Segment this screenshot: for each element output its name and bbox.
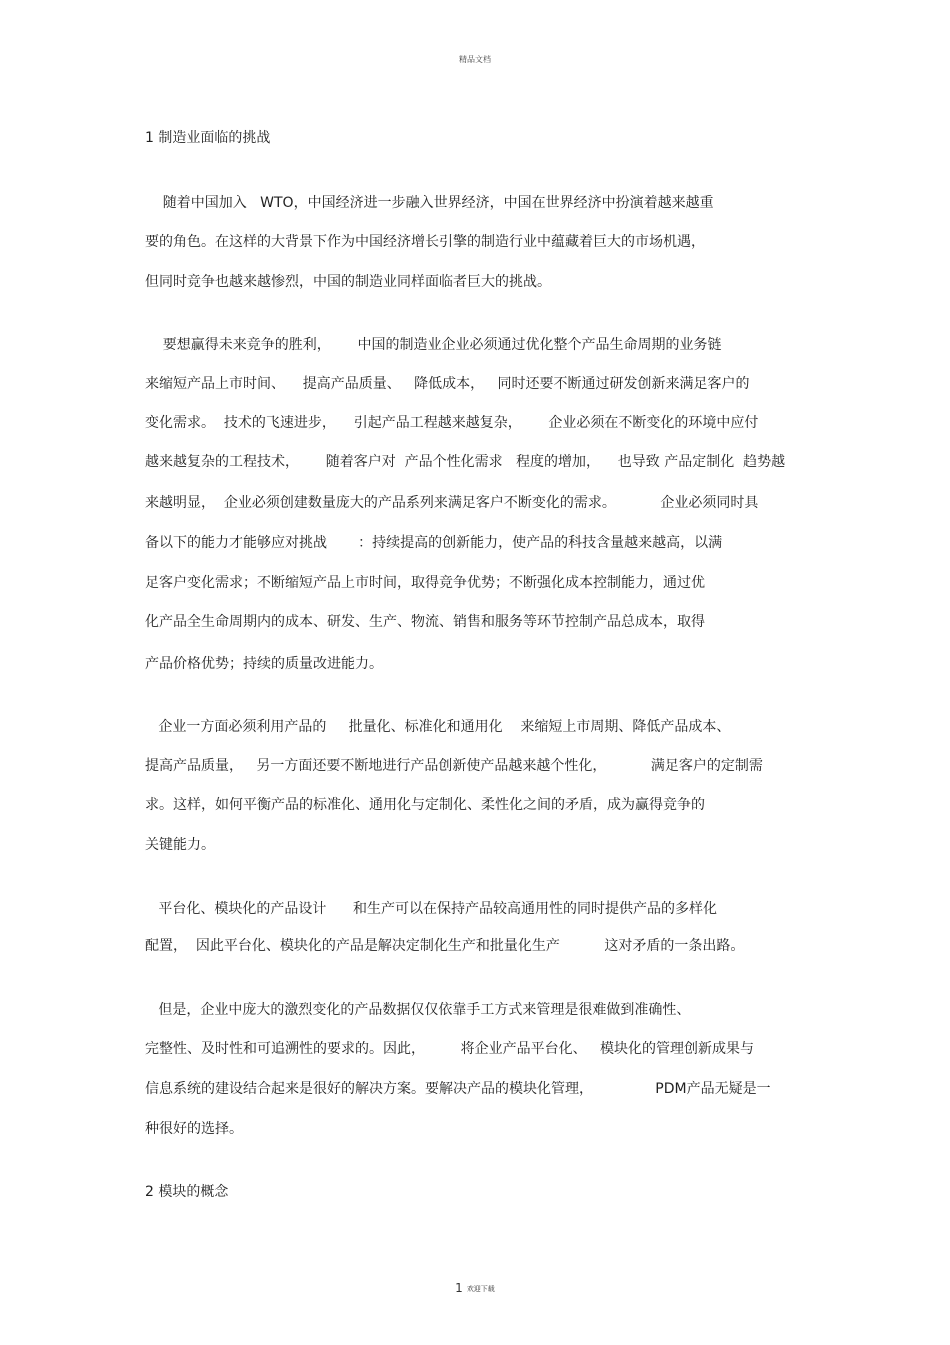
paragraph-line: 信息系统的建设结合起来是很好的解决方案。要解决产品的模块化管理， PDM产品无疑是一	[145, 1081, 771, 1097]
section-heading-2: 2 模块的概念	[145, 1184, 229, 1200]
paragraph-line: 要的角色。在这样的大背景下作为中国经济增长引擎的制造行业中蕴藏着巨大的市场机遇，	[145, 234, 705, 250]
paragraph-line: 要想赢得未来竞争的胜利， 中国的制造业企业必须通过优化整个产品生命周期的业务链	[145, 337, 722, 353]
section-heading-1: 1 制造业面临的挑战	[145, 130, 271, 146]
page-number: 1	[455, 1281, 463, 1295]
paragraph-line: 平台化、模块化的产品设计 和生产可以在保持产品较高通用性的同时提供产品的多样化	[145, 901, 718, 917]
paragraph-line: 企业一方面必须利用产品的 批量化、标准化和通用化 来缩短上市周期、降低产品成本、	[145, 719, 731, 735]
paragraph-line: 求。这样，如何平衡产品的标准化、通用化与定制化、柔性化之间的矛盾，成为赢得竞争的	[145, 797, 705, 813]
paragraph-line: 种很好的选择。	[145, 1121, 243, 1137]
paragraph-line: 足客户变化需求；不断缩短产品上市时间，取得竞争优势；不断强化成本控制能力，通过优	[145, 575, 705, 591]
paragraph-line: 越来越复杂的工程技术， 随着客户对 产品个性化需求 程度的增加， 也导致 产品定制化 趋势越	[145, 454, 786, 470]
paragraph-line: 提高产品质量， 另一方面还要不断地进行产品创新使产品越来越个性化， 满足客户的定制需	[145, 758, 763, 774]
footer-text: 欢迎下载	[466, 1284, 495, 1293]
paragraph-line: 配置， 因此平台化、模块化的产品是解决定制化生产和批量化生产 这对矛盾的一条出路。	[145, 938, 745, 954]
paragraph-line: 来缩短产品上市时间、 提高产品质量、 降低成本， 同时还要不断通过研发创新来满足客户的	[145, 376, 750, 392]
paragraph-line: 但是，企业中庞大的激烈变化的产品数据仅仅依靠手工方式来管理是很难做到准确性、	[145, 1002, 691, 1018]
paragraph-line: 备以下的能力才能够应对挑战 ：持续提高的创新能力，使产品的科技含量越来越高，以满	[145, 535, 723, 551]
paragraph-line: 产品价格优势；持续的质量改进能力。	[145, 656, 383, 672]
page-footer	[0, 1281, 950, 1295]
paragraph-line: 关键能力。	[145, 837, 215, 853]
paragraph-line: 但同时竞争也越来越惨烈，中国的制造业同样面临者巨大的挑战。	[145, 274, 551, 290]
paragraph-line: 随着中国加入 WTO，中国经济进一步融入世界经济，中国在世界经济中扮演着越来越重	[145, 195, 714, 211]
paragraph-line: 变化需求。 技术的飞速进步， 引起产品工程越来越复杂， 企业必须在不断变化的环境中应付	[145, 415, 759, 431]
paragraph-line: 完整性、及时性和可追溯性的要求的。因此， 将企业产品平台化、 模块化的管理创新成果与	[145, 1041, 754, 1057]
paragraph-line: 来越明显， 企业必须创建数量庞大的产品系列来满足客户不断变化的需求。 企业必须同时具	[145, 495, 759, 511]
page-header: 精品文档	[459, 55, 491, 64]
paragraph-line: 化产品全生命周期内的成本、研发、生产、物流、销售和服务等环节控制产品总成本，取得	[145, 614, 705, 630]
